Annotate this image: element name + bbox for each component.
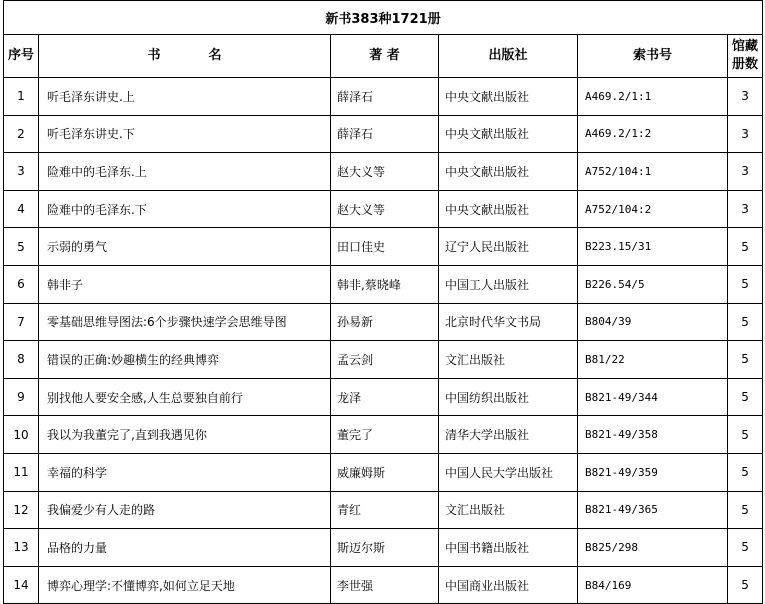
row-call-number: B821-49/344 [578, 378, 728, 416]
row-copies: 3 [728, 190, 763, 228]
row-author: 董完了 [331, 416, 439, 454]
row-call-number: B223.15/31 [578, 228, 728, 266]
row-publisher: 辽宁人民出版社 [439, 228, 578, 266]
row-title: 别找他人要安全感,人生总要独自前行 [39, 378, 331, 416]
row-publisher: 中央文献出版社 [439, 153, 578, 191]
row-title: 示弱的勇气 [39, 228, 331, 266]
table-row [4, 190, 763, 228]
row-publisher: 文汇出版社 [439, 341, 578, 379]
table-row [4, 341, 763, 379]
row-author: 李世强 [331, 566, 439, 604]
row-call-number: B821-49/365 [578, 491, 728, 529]
row-author: 赵大义等 [331, 153, 439, 191]
row-copies: 5 [728, 566, 763, 604]
row-publisher: 文汇出版社 [439, 491, 578, 529]
row-publisher: 清华大学出版社 [439, 416, 578, 454]
row-author: 薛泽石 [331, 115, 439, 153]
row-index: 5 [4, 228, 39, 266]
row-index: 8 [4, 341, 39, 379]
new-books-table [3, 0, 763, 604]
row-call-number: B821-49/359 [578, 453, 728, 491]
table-row [4, 303, 763, 341]
row-copies: 5 [728, 491, 763, 529]
row-publisher: 中国人民大学出版社 [439, 453, 578, 491]
row-copies: 3 [728, 115, 763, 153]
row-index: 3 [4, 153, 39, 191]
table-row [4, 416, 763, 454]
row-index: 4 [4, 190, 39, 228]
table-row [4, 491, 763, 529]
row-publisher: 北京时代华文书局 [439, 303, 578, 341]
row-author: 韩非,蔡晓峰 [331, 265, 439, 303]
table-row [4, 378, 763, 416]
row-publisher: 中国纺织出版社 [439, 378, 578, 416]
row-index: 12 [4, 491, 39, 529]
row-title: 我以为我董完了,直到我遇见你 [39, 416, 331, 454]
header-author: 著 者 [331, 35, 439, 78]
header-book-title [39, 35, 331, 78]
row-author: 龙泽 [331, 378, 439, 416]
row-publisher: 中国商业出版社 [439, 566, 578, 604]
row-index: 6 [4, 265, 39, 303]
row-call-number: A469.2/1:2 [578, 115, 728, 153]
row-title: 品格的力量 [39, 529, 331, 567]
row-publisher: 中央文献出版社 [439, 115, 578, 153]
header-row [4, 35, 763, 78]
row-author: 孙易新 [331, 303, 439, 341]
row-title: 韩非子 [39, 265, 331, 303]
row-copies: 5 [728, 228, 763, 266]
header-copies [728, 35, 763, 78]
row-index: 11 [4, 453, 39, 491]
row-title: 幸福的科学 [39, 453, 331, 491]
row-call-number: A752/104:1 [578, 153, 728, 191]
row-index: 1 [4, 78, 39, 116]
row-copies: 5 [728, 529, 763, 567]
row-title: 听毛泽东讲史.上 [39, 78, 331, 116]
row-call-number: B81/22 [578, 341, 728, 379]
table-row [4, 265, 763, 303]
table-row [4, 115, 763, 153]
row-call-number: A469.2/1:1 [578, 78, 728, 116]
row-call-number: B821-49/358 [578, 416, 728, 454]
table-row [4, 228, 763, 266]
row-title: 零基础思维导图法:6个步骤快速学会思维导图 [39, 303, 331, 341]
header-book-title-char-2: 名 [208, 48, 222, 63]
row-index: 14 [4, 566, 39, 604]
row-title: 我偏爱少有人走的路 [39, 491, 331, 529]
header-copies-line1: 馆藏 [732, 39, 759, 54]
row-copies: 5 [728, 378, 763, 416]
row-copies: 3 [728, 78, 763, 116]
row-publisher: 中央文献出版社 [439, 190, 578, 228]
row-publisher: 中国书籍出版社 [439, 529, 578, 567]
row-title: 险难中的毛泽东.下 [39, 190, 331, 228]
row-index: 10 [4, 416, 39, 454]
table-row [4, 453, 763, 491]
row-author: 赵大义等 [331, 190, 439, 228]
row-publisher: 中央文献出版社 [439, 78, 578, 116]
row-copies: 3 [728, 153, 763, 191]
row-author: 孟云剑 [331, 341, 439, 379]
table-row [4, 566, 763, 604]
table-title-row [4, 1, 763, 35]
table-row [4, 78, 763, 116]
row-index: 13 [4, 529, 39, 567]
row-publisher: 中国工人出版社 [439, 265, 578, 303]
row-author: 威廉姆斯 [331, 453, 439, 491]
row-title: 听毛泽东讲史.下 [39, 115, 331, 153]
row-index: 7 [4, 303, 39, 341]
row-call-number: B84/169 [578, 566, 728, 604]
row-index: 9 [4, 378, 39, 416]
row-author: 青红 [331, 491, 439, 529]
row-call-number: B804/39 [578, 303, 728, 341]
row-copies: 5 [728, 453, 763, 491]
row-call-number: B825/298 [578, 529, 728, 567]
row-copies: 5 [728, 303, 763, 341]
header-copies-line2: 册数 [732, 57, 759, 72]
row-title: 博弈心理学:不懂博弈,如何立足天地 [39, 566, 331, 604]
row-author: 田口佳史 [331, 228, 439, 266]
row-index: 2 [4, 115, 39, 153]
row-copies: 5 [728, 416, 763, 454]
row-copies: 5 [728, 341, 763, 379]
header-publisher: 出版社 [439, 35, 578, 78]
row-call-number: A752/104:2 [578, 190, 728, 228]
table-row [4, 529, 763, 567]
table-title: 新书383种1721册 [4, 1, 763, 35]
table-row [4, 153, 763, 191]
row-copies: 5 [728, 265, 763, 303]
row-author: 斯迈尔斯 [331, 529, 439, 567]
header-index: 序号 [4, 35, 39, 78]
row-title: 险难中的毛泽东.上 [39, 153, 331, 191]
row-author: 薛泽石 [331, 78, 439, 116]
header-book-title-char-1: 书 [147, 48, 209, 63]
row-title: 错误的正确:妙趣横生的经典博弈 [39, 341, 331, 379]
row-call-number: B226.54/5 [578, 265, 728, 303]
header-call-number: 索书号 [578, 35, 728, 78]
